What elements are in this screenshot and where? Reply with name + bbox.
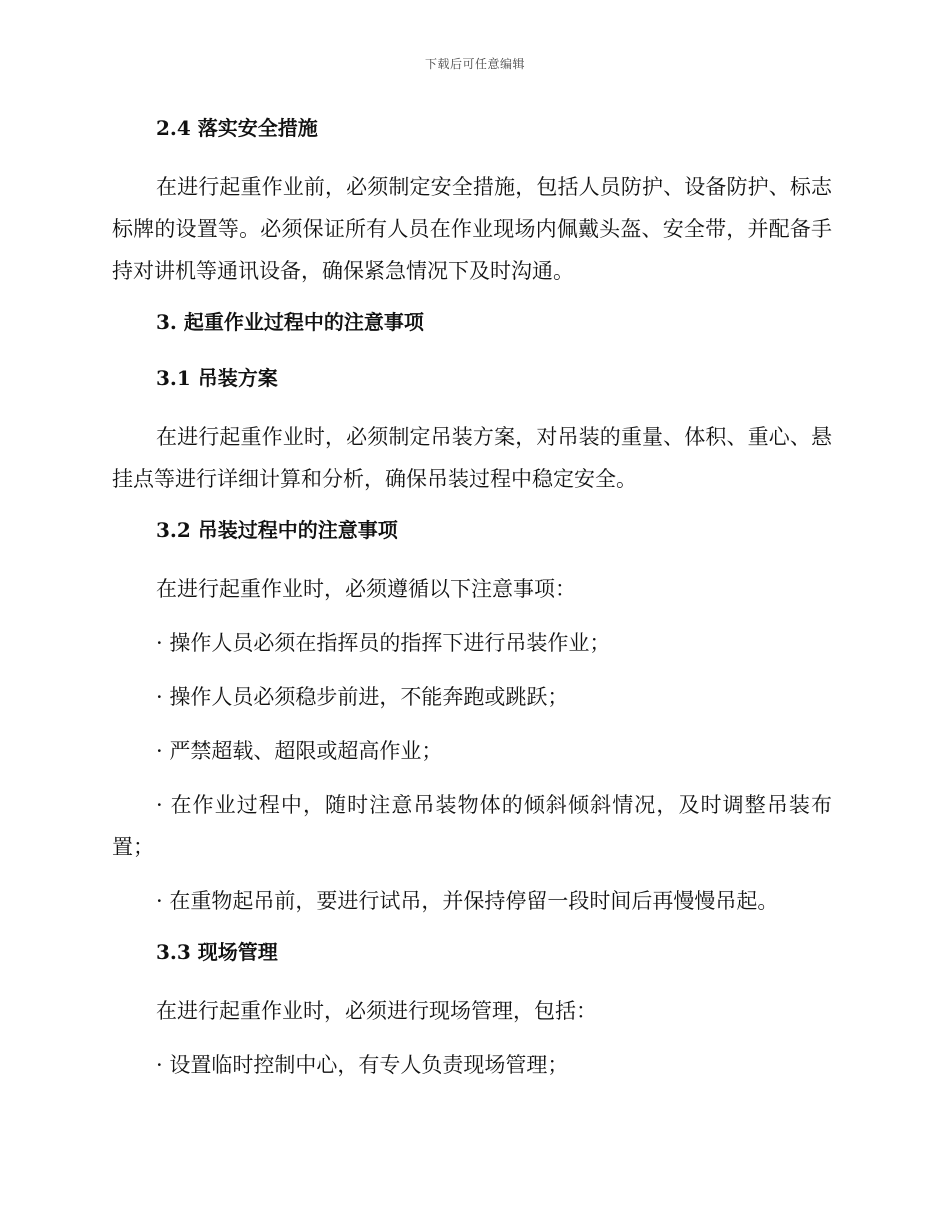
list-item: · 操作人员必须稳步前进，不能奔跑或跳跃； [156,685,569,709]
list-item: · 操作人员必须在指挥员的指挥下进行吊装作业； [156,631,611,655]
section-paragraph-2-4: 在进行起重作业前，必须制定安全措施，包括人员防护、设备防护、标志标牌的设置等。必须保证所有人员在作业现场内佩戴头盔、安全带，并配备手持对讲机等通讯设备，确保紧急情况下及时沟通。 [112,175,832,283]
list-item: · 在作业过程中，随时注意吊装物体的倾斜倾斜情况，及时调整吊装布置； [112,793,832,859]
header-note: 下载后可任意编辑 [424,57,525,71]
section-heading-2-4: 2.4 落实安全措施 [156,116,318,140]
list-item: · 在重物起吊前，要进行试吊，并保持停留一段时间后再慢慢吊起。 [156,889,779,913]
list-item: · 严禁超载、超限或超高作业； [156,739,443,763]
document-body [112,110,832,1098]
section-intro-3-2: 在进行起重作业时，必须遵循以下注意事项： [156,577,576,601]
section-heading-3-2: 3.2 吊装过程中的注意事项 [156,518,398,542]
section-paragraph-3-1: 在进行起重作业时，必须制定吊装方案，对吊装的重量、体积、重心、悬挂点等进行详细计算和分析，确保吊装过程中稳定安全。 [112,425,832,491]
list-item: · 设置临时控制中心，有专人负责现场管理； [156,1053,569,1077]
section-heading-3-1: 3.1 吊装方案 [156,366,278,390]
section-intro-3-3: 在进行起重作业时，必须进行现场管理，包括： [156,999,597,1023]
section-heading-3: 3. 起重作业过程中的注意事项 [156,310,424,334]
section-heading-3-3: 3.3 现场管理 [156,940,278,964]
